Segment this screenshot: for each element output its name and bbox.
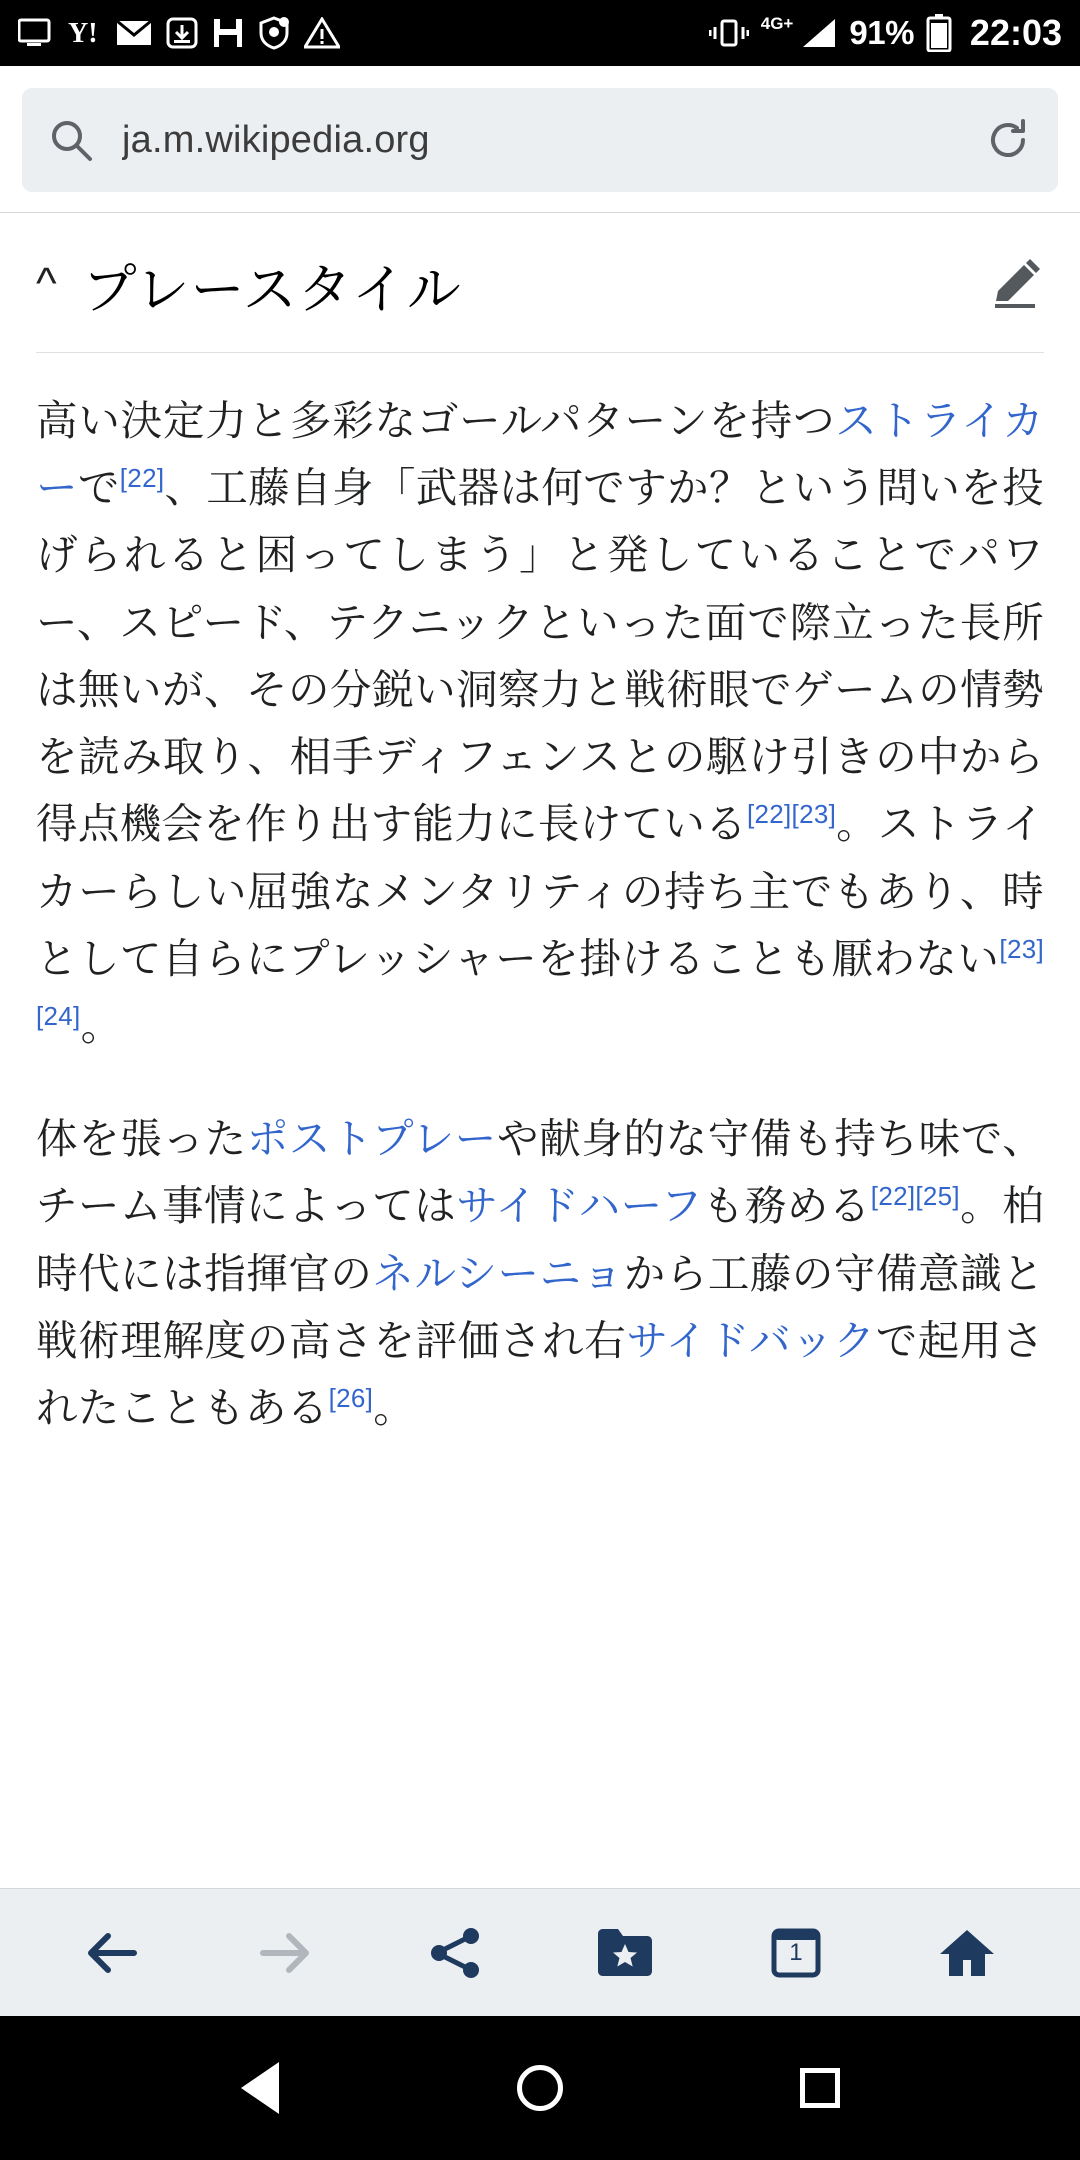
section-header[interactable] <box>36 213 1044 353</box>
network-type-label: 4G+ <box>760 14 794 33</box>
shield-icon <box>258 16 290 50</box>
warning-icon <box>304 17 340 49</box>
reload-icon[interactable] <box>984 116 1032 164</box>
share-icon[interactable] <box>400 1898 510 2008</box>
back-icon[interactable] <box>58 1898 168 2008</box>
search-icon <box>48 117 94 163</box>
monitor-icon <box>18 18 54 48</box>
reference-marker[interactable]: [22][25] <box>870 1181 960 1212</box>
yahoo-icon <box>68 17 102 49</box>
url-bar[interactable] <box>22 88 1058 192</box>
nav-back-icon[interactable] <box>215 2043 305 2133</box>
mail-icon <box>116 19 152 47</box>
reference-marker[interactable]: [22] <box>119 463 165 494</box>
nav-home-icon[interactable] <box>495 2043 585 2133</box>
status-bar-notification-icons <box>18 16 709 50</box>
article-link[interactable]: サイドハーフ <box>456 1182 703 1230</box>
download-icon <box>166 17 198 49</box>
reference-marker[interactable]: [23][24] <box>36 933 1044 1032</box>
chevron-up-icon[interactable]: ^ <box>36 258 57 308</box>
page-title: プレースタイル <box>82 260 462 320</box>
article-content <box>0 213 1080 1888</box>
paragraph-1: 高い決定力と多彩なゴールパターンを持つストライカーで[22]、工藤自身「武器は何ですか？という問いを投げられると困ってしまう」と発していることでパワー、スピード、テクニックといった面で際立った長所は無いが、その分鋭い洞察力と戦術眼でゲームの情勢を読み取り、相手ディフェンスとの駆け引きの中から得点機会を作り出す能力に長けている[22][23]。ストライカーらしい屈強なメンタリティの持ち主でもあり、時として自らにプレッシャーを掛けることも厭わない[23][24]。 <box>36 397 1044 1049</box>
vibrate-icon <box>709 18 749 48</box>
article-link[interactable]: サイドバック <box>626 1316 876 1364</box>
omnibox-container <box>0 66 1080 213</box>
home-icon[interactable] <box>912 1898 1022 2008</box>
android-nav-bar <box>0 2016 1080 2160</box>
article-link[interactable]: ネルシーニョ <box>372 1249 624 1297</box>
url-text[interactable]: ja.m.wikipedia.org <box>122 118 430 161</box>
browser-toolbar <box>0 1888 1080 2016</box>
tab-count-label: 1 <box>789 1938 803 1966</box>
tabs-icon[interactable] <box>741 1898 851 2008</box>
save-icon <box>212 17 244 49</box>
paragraph-2: 体を張ったポストプレーや献身的な守備も持ち味で、チーム事情によってはサイドハーフも務める[22][25]。柏時代には指揮官のネルシーニョから工藤の守備意識と戦術理解度の高さを評価され右サイドバックで起用されたこともある[26]。 <box>36 1115 1044 1432</box>
reference-marker[interactable]: [22][23] <box>746 799 837 830</box>
article-link[interactable]: ポストプレー <box>246 1115 497 1163</box>
bookmark-icon[interactable] <box>570 1898 680 2008</box>
battery-icon <box>926 14 952 52</box>
svg-text:Y!: Y! <box>68 18 98 49</box>
pencil-icon[interactable] <box>986 257 1044 315</box>
nav-recents-icon[interactable] <box>775 2043 865 2133</box>
status-bar <box>0 0 1080 66</box>
clock-label: 22:03 <box>969 12 1062 53</box>
forward-icon <box>229 1898 339 2008</box>
battery-percent-label: 91% <box>849 14 914 51</box>
article-link[interactable]: ストライカー <box>36 397 1044 512</box>
status-bar-system-icons <box>709 12 1062 54</box>
signal-bars-icon <box>799 17 837 49</box>
reference-marker[interactable]: [26] <box>328 1383 374 1414</box>
